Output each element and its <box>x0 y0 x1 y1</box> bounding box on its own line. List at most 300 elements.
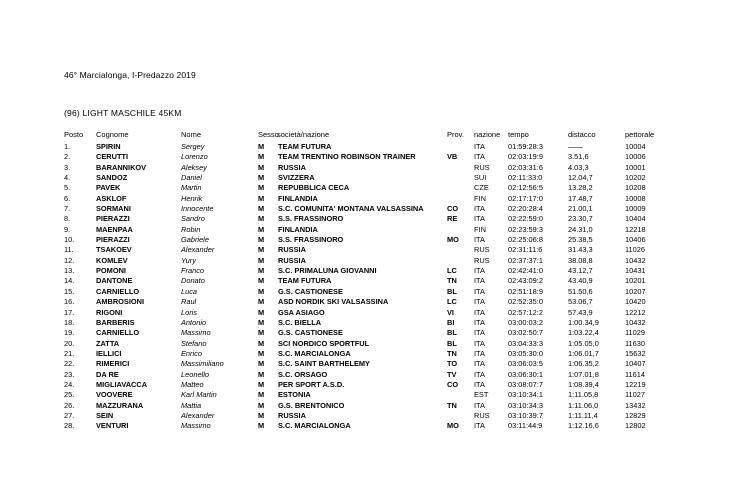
cell-distacco: 31.43,3 <box>568 245 593 255</box>
cell-societa: GSA ASIAGO <box>278 307 325 317</box>
cell-nome: Loris <box>181 307 198 317</box>
cell-tempo: 02:37:37:1 <box>508 255 543 265</box>
cell-sesso: M <box>258 183 265 193</box>
table-row <box>0 235 741 245</box>
table-row <box>0 339 741 349</box>
table-row <box>0 152 741 162</box>
cell-nazione: ITA <box>474 286 485 296</box>
cell-tempo: 03:00:03:2 <box>508 317 543 327</box>
cell-distacco: 51.50,6 <box>568 286 593 296</box>
cell-sesso: M <box>258 235 265 245</box>
cell-tempo: 02:12:56:5 <box>508 183 543 193</box>
cell-distacco: 38.08,8 <box>568 255 593 265</box>
cell-pos: 24. <box>64 379 75 389</box>
cell-cognome: AMBROSIONI <box>96 297 145 307</box>
cell-pettorale: 10006 <box>625 152 646 162</box>
cell-tempo: 03:11:44:9 <box>508 421 543 431</box>
cell-pos: 22. <box>64 359 75 369</box>
cell-sesso: M <box>258 162 265 172</box>
cell-societa: FINLANDIA <box>278 224 318 234</box>
cell-pettorale: 12829 <box>625 410 646 420</box>
cell-sesso: M <box>258 142 265 151</box>
cell-nazione: ITA <box>474 348 485 358</box>
cell-nome: Robin <box>181 224 201 234</box>
cell-cognome: CARNIELLO <box>96 328 140 338</box>
cell-societa: FINLANDIA <box>278 193 318 203</box>
table-row <box>0 308 741 318</box>
cell-distacco: 1:11.11,4 <box>568 410 598 420</box>
cell-distacco: 1:06.01,7 <box>568 348 599 358</box>
cell-prov: BL <box>447 338 457 348</box>
cell-pos: 23. <box>64 369 75 379</box>
cell-pos: 17. <box>64 307 75 317</box>
table-row <box>0 256 741 266</box>
cell-cognome: POMONI <box>96 266 126 276</box>
table-row <box>0 380 741 390</box>
cell-distacco: 1:03.22,4 <box>568 328 599 338</box>
cell-nome: Innocente <box>181 204 214 214</box>
table-row <box>0 194 741 204</box>
cell-pettorale: 12212 <box>625 307 646 317</box>
cell-prov: RE <box>447 214 458 224</box>
cell-distacco: 1:12.16,6 <box>568 421 599 431</box>
cell-societa: RUSSIA <box>278 255 306 265</box>
cell-prov: CO <box>447 204 459 214</box>
cell-tempo: 02:22:59:0 <box>508 214 543 224</box>
cell-nazione: FIN <box>474 224 486 234</box>
cell-tempo: 02:31:11:6 <box>508 245 543 255</box>
header-cognome: Cognome <box>96 130 129 139</box>
cell-societa: S.C. SAINT BARTHELEMY <box>278 359 370 369</box>
cell-pettorale: 13432 <box>625 400 646 410</box>
header-distacco: distacco <box>568 130 596 139</box>
table-row <box>0 390 741 400</box>
cell-pettorale: 15632 <box>625 348 646 358</box>
cell-pettorale: 10201 <box>625 276 646 286</box>
cell-pettorale: 10208 <box>625 183 646 193</box>
cell-nazione: RUS <box>474 245 490 255</box>
cell-sesso: M <box>258 328 265 338</box>
cell-nazione: RUS <box>474 255 490 265</box>
cell-distacco: —— <box>568 142 583 151</box>
cell-pos: 11. <box>64 245 74 255</box>
cell-nazione: ITA <box>474 421 485 431</box>
cell-prov: TV <box>447 369 457 379</box>
header-pettorale: pettorale <box>625 130 655 139</box>
cell-pos: 8. <box>64 214 71 224</box>
cell-distacco: 17.48,7 <box>568 193 593 203</box>
cell-cognome: RIMERICI <box>96 359 130 369</box>
cell-societa: S.C. MARCIALONGA <box>278 348 351 358</box>
cell-prov: BI <box>447 317 455 327</box>
table-row <box>0 266 741 276</box>
cell-sesso: M <box>258 255 265 265</box>
cell-pettorale: 11630 <box>625 338 646 348</box>
cell-tempo: 02:57:12:2 <box>508 307 543 317</box>
cell-cognome: SANDOZ <box>96 173 128 183</box>
cell-nome: Yury <box>181 255 196 265</box>
cell-nazione: ITA <box>474 152 485 162</box>
header-nazione: nazione <box>474 130 501 139</box>
cell-nazione: ITA <box>474 276 485 286</box>
cell-pos: 6. <box>64 193 71 203</box>
cell-distacco: 3.51,6 <box>568 152 589 162</box>
cell-nazione: ITA <box>474 369 485 379</box>
table-row <box>0 245 741 255</box>
cell-pettorale: 10431 <box>625 266 646 276</box>
cell-societa: REPUBBLICA CECA <box>278 183 350 193</box>
cell-cognome: SPIRIN <box>96 142 121 151</box>
cell-societa: SVIZZERA <box>278 173 315 183</box>
cell-prov: MO <box>447 235 459 245</box>
cell-tempo: 02:43:09:2 <box>508 276 543 286</box>
cell-nazione: ITA <box>474 142 485 151</box>
cell-pettorale: 11614 <box>625 369 646 379</box>
cell-pos: 2. <box>64 152 71 162</box>
cell-pettorale: 10004 <box>625 142 646 151</box>
document-title: 46° Marcialonga, I-Predazzo 2019 <box>64 70 196 80</box>
table-row <box>0 173 741 183</box>
cell-distacco: 24.31,0 <box>568 224 593 234</box>
cell-nazione: ITA <box>474 204 485 214</box>
cell-prov: TO <box>447 359 458 369</box>
cell-pos: 28. <box>64 421 75 431</box>
cell-tempo: 02:17:17:0 <box>508 193 543 203</box>
cell-nome: Martin <box>181 183 202 193</box>
cell-pettorale: 10404 <box>625 214 646 224</box>
cell-societa: RUSSIA <box>278 245 306 255</box>
cell-nazione: RUS <box>474 162 490 172</box>
cell-sesso: M <box>258 224 265 234</box>
cell-pettorale: 10432 <box>625 317 646 327</box>
cell-nazione: ITA <box>474 235 485 245</box>
cell-nazione: ITA <box>474 338 485 348</box>
cell-societa: ESTONIA <box>278 390 311 400</box>
cell-nome: Donato <box>181 276 205 286</box>
table-row <box>0 359 741 369</box>
cell-nome: Lorenzo <box>181 152 208 162</box>
cell-pettorale: 10406 <box>625 235 646 245</box>
cell-tempo: 03:10:39:7 <box>508 410 543 420</box>
cell-nome: Luca <box>181 286 198 296</box>
cell-pettorale: 10202 <box>625 173 646 183</box>
cell-societa: TEAM FUTURA <box>278 142 332 151</box>
cell-pos: 26. <box>64 400 75 410</box>
cell-societa: G.S. BRENTONICO <box>278 400 345 410</box>
cell-distacco: 13.28,2 <box>568 183 593 193</box>
cell-societa: S.C. BIELLA <box>278 317 322 327</box>
header-nome: Nome <box>181 130 202 139</box>
header-sesso: Sesso <box>258 130 279 139</box>
cell-nazione: ITA <box>474 328 485 338</box>
cell-sesso: M <box>258 286 265 296</box>
cell-societa: PER SPORT A.S.D. <box>278 379 345 389</box>
cell-nome: Sergey <box>181 142 205 151</box>
cell-cognome: CERUTTI <box>96 152 129 162</box>
table-row <box>0 204 741 214</box>
cell-cognome: KOMLEV <box>96 255 128 265</box>
cell-tempo: 03:10:34:1 <box>508 390 543 400</box>
cell-nazione: ITA <box>474 266 485 276</box>
cell-prov: TN <box>447 400 457 410</box>
cell-cognome: CARNIELLO <box>96 286 140 296</box>
cell-sesso: M <box>258 390 265 400</box>
cell-nome: Karl Martin <box>181 390 217 400</box>
cell-nazione: ITA <box>474 297 485 307</box>
cell-societa: TEAM FUTURA <box>278 276 332 286</box>
cell-pos: 16. <box>64 297 75 307</box>
cell-pettorale: 10207 <box>625 286 646 296</box>
cell-distacco: 1:08.39,4 <box>568 379 599 389</box>
cell-pettorale: 10001 <box>625 162 646 172</box>
cell-sesso: M <box>258 410 265 420</box>
cell-cognome: MIGLIAVACCA <box>96 379 148 389</box>
table-row <box>0 318 741 328</box>
cell-societa: S.S. FRASSINORO <box>278 235 344 245</box>
cell-sesso: M <box>258 152 265 162</box>
cell-sesso: M <box>258 204 265 214</box>
cell-pos: 20. <box>64 338 75 348</box>
cell-sesso: M <box>258 369 265 379</box>
cell-cognome: PIERAZZI <box>96 214 130 224</box>
cell-nazione: CZE <box>474 183 489 193</box>
cell-prov: VB <box>447 152 458 162</box>
cell-sesso: M <box>258 400 265 410</box>
cell-nazione: EST <box>474 390 489 400</box>
cell-tempo: 02:11:33:0 <box>508 173 543 183</box>
cell-sesso: M <box>258 359 265 369</box>
cell-pos: 27. <box>64 410 75 420</box>
cell-sesso: M <box>258 173 265 183</box>
category-title: (96) LIGHT MASCHILE 45KM <box>64 108 182 118</box>
cell-pettorale: 12218 <box>625 224 646 234</box>
cell-prov: VI <box>447 307 454 317</box>
cell-distacco: 23.30,7 <box>568 214 593 224</box>
cell-pos: 13. <box>64 266 75 276</box>
cell-distacco: 21.00,1 <box>568 204 593 214</box>
table-row <box>0 349 741 359</box>
cell-nome: Henrik <box>181 193 203 203</box>
cell-sesso: M <box>258 338 265 348</box>
cell-tempo: 03:06:03:5 <box>508 359 543 369</box>
cell-prov: BL <box>447 328 457 338</box>
cell-nazione: RUS <box>474 410 490 420</box>
cell-societa: S.C. COMUNITA' MONTANA VALSASSINA <box>278 204 424 214</box>
cell-tempo: 02:42:41:0 <box>508 266 543 276</box>
cell-cognome: VENTURI <box>96 421 129 431</box>
cell-nome: Antonio <box>181 317 207 327</box>
table-row <box>0 401 741 411</box>
cell-tempo: 03:02:50:7 <box>508 328 543 338</box>
cell-nome: Daniel <box>181 173 202 183</box>
table-row <box>0 370 741 380</box>
cell-distacco: 1:06.35,2 <box>568 359 599 369</box>
cell-nazione: FIN <box>474 193 486 203</box>
cell-pos: 1. <box>64 142 71 151</box>
cell-pos: 7. <box>64 204 71 214</box>
cell-pettorale: 12219 <box>625 379 646 389</box>
cell-prov: LC <box>447 266 457 276</box>
cell-cognome: ASKLOF <box>96 193 127 203</box>
cell-pos: 25. <box>64 390 75 400</box>
table-row <box>0 297 741 307</box>
cell-nome: Matteo <box>181 379 204 389</box>
cell-nome: Massimo <box>181 328 211 338</box>
cell-cognome: DANTONE <box>96 276 133 286</box>
cell-pettorale: 10407 <box>625 359 646 369</box>
table-row <box>0 225 741 235</box>
cell-societa: S.C. MARCIALONGA <box>278 421 351 431</box>
cell-societa: TEAM TRENTINO ROBINSON TRAINER <box>278 152 416 162</box>
cell-tempo: 02:23:59:3 <box>508 224 543 234</box>
cell-cognome: BARANNIKOV <box>96 162 147 172</box>
cell-pos: 15. <box>64 286 75 296</box>
cell-nome: Enrico <box>181 348 202 358</box>
cell-prov: LC <box>447 297 457 307</box>
cell-nome: Raul <box>181 297 197 307</box>
cell-pettorale: 12802 <box>625 421 646 431</box>
cell-pos: 10. <box>64 235 75 245</box>
cell-cognome: VOOVERE <box>96 390 133 400</box>
cell-nazione: ITA <box>474 359 485 369</box>
cell-distacco: 43.12,7 <box>568 266 593 276</box>
table-row <box>0 421 741 431</box>
cell-cognome: TSAKOEV <box>96 245 132 255</box>
cell-nazione: ITA <box>474 307 485 317</box>
cell-cognome: ZATTA <box>96 338 120 348</box>
cell-tempo: 02:51:18:9 <box>508 286 543 296</box>
cell-nazione: ITA <box>474 379 485 389</box>
cell-sesso: M <box>258 245 265 255</box>
cell-prov: CO <box>447 379 459 389</box>
cell-distacco: 53.06,7 <box>568 297 593 307</box>
cell-nome: Mattia <box>181 400 202 410</box>
cell-tempo: 02:20:28:4 <box>508 204 543 214</box>
cell-tempo: 03:04:33:3 <box>508 338 543 348</box>
header-societa: società/nazione <box>277 130 330 139</box>
cell-cognome: MAZZURANA <box>96 400 144 410</box>
header-tempo: tempo <box>508 130 529 139</box>
cell-nazione: ITA <box>474 400 485 410</box>
table-row <box>0 276 741 286</box>
cell-tempo: 02:52:35:0 <box>508 297 543 307</box>
cell-nome: Massimiliano <box>181 359 224 369</box>
cell-pos: 12. <box>64 255 75 265</box>
cell-prov: MO <box>447 421 459 431</box>
cell-nome: Gabriele <box>181 235 209 245</box>
cell-distacco: 1:11.05,8 <box>568 390 599 400</box>
cell-nome: Stefano <box>181 338 207 348</box>
cell-tempo: 02:25:06:8 <box>508 235 543 245</box>
cell-nazione: ITA <box>474 214 485 224</box>
cell-pos: 21. <box>64 348 75 358</box>
cell-societa: RUSSIA <box>278 162 306 172</box>
table-row <box>0 287 741 297</box>
cell-tempo: 03:05:30:0 <box>508 348 543 358</box>
cell-tempo: 03:08:07:7 <box>508 379 543 389</box>
cell-societa: S.C. ORSAGO <box>278 369 328 379</box>
cell-societa: ASD NORDIK SKI VALSASSINA <box>278 297 389 307</box>
cell-distacco: 43.40,9 <box>568 276 593 286</box>
cell-cognome: DA RE <box>96 369 119 379</box>
table-row <box>0 411 741 421</box>
table-row <box>0 142 741 152</box>
cell-societa: S.C. PRIMALUNA GIOVANNI <box>278 266 377 276</box>
cell-nome: Sandro <box>181 214 205 224</box>
cell-pettorale: 11026 <box>625 245 646 255</box>
cell-cognome: RIGONI <box>96 307 123 317</box>
cell-sesso: M <box>258 193 265 203</box>
cell-sesso: M <box>258 317 265 327</box>
cell-sesso: M <box>258 266 265 276</box>
table-row <box>0 183 741 193</box>
cell-nome: Alexander <box>181 245 215 255</box>
cell-sesso: M <box>258 276 265 286</box>
cell-distacco: 25.38,5 <box>568 235 593 245</box>
cell-sesso: M <box>258 297 265 307</box>
cell-pettorale: 10432 <box>625 255 646 265</box>
cell-tempo: 02:03:19:9 <box>508 152 543 162</box>
cell-pos: 19. <box>64 328 75 338</box>
cell-distacco: 1:05.05,0 <box>568 338 599 348</box>
cell-nome: Aleksey <box>181 162 207 172</box>
header-pos: Posto <box>64 130 84 139</box>
cell-prov: BL <box>447 286 457 296</box>
cell-tempo: 01:59:28:3 <box>508 142 543 151</box>
cell-distacco: 1:07.01,8 <box>568 369 599 379</box>
cell-nome: Alexander <box>181 410 215 420</box>
results-table <box>0 142 741 432</box>
cell-pos: 9. <box>64 224 71 234</box>
cell-distacco: 12.04,7 <box>568 173 593 183</box>
cell-distacco: 1:00.34,9 <box>568 317 599 327</box>
table-row <box>0 328 741 338</box>
header-prov: Prov. <box>447 130 464 139</box>
cell-cognome: MAENPAA <box>96 224 133 234</box>
cell-pos: 3. <box>64 162 71 172</box>
cell-pettorale: 10008 <box>625 193 646 203</box>
cell-cognome: SEIN <box>96 410 114 420</box>
cell-tempo: 03:10:34:3 <box>508 400 543 410</box>
cell-cognome: BARBERIS <box>96 317 135 327</box>
cell-distacco: 4.03,3 <box>568 162 589 172</box>
cell-sesso: M <box>258 307 265 317</box>
cell-tempo: 03:06:30:1 <box>508 369 543 379</box>
cell-sesso: M <box>258 379 265 389</box>
cell-sesso: M <box>258 348 265 358</box>
cell-nome: Leonello <box>181 369 209 379</box>
cell-pettorale: 10420 <box>625 297 646 307</box>
cell-societa: S.S. FRASSINORO <box>278 214 344 224</box>
cell-nazione: ITA <box>474 317 485 327</box>
cell-cognome: PAVEK <box>96 183 121 193</box>
cell-pettorale: 11027 <box>625 390 646 400</box>
cell-cognome: PIERAZZI <box>96 235 130 245</box>
cell-sesso: M <box>258 214 265 224</box>
cell-pos: 18. <box>64 317 75 327</box>
cell-nazione: SUI <box>474 173 487 183</box>
cell-societa: G.S. CASTIONESE <box>278 328 343 338</box>
cell-sesso: M <box>258 421 265 431</box>
cell-pos: 14. <box>64 276 75 286</box>
cell-tempo: 02:03:31:6 <box>508 162 543 172</box>
cell-societa: SCI NORDICO SPORTFUL <box>278 338 370 348</box>
cell-pos: 5. <box>64 183 71 193</box>
cell-cognome: SORMANI <box>96 204 131 214</box>
cell-societa: G.S. CASTIONESE <box>278 286 343 296</box>
cell-pettorale: 10009 <box>625 204 646 214</box>
cell-distacco: 1:11.06,0 <box>568 400 599 410</box>
